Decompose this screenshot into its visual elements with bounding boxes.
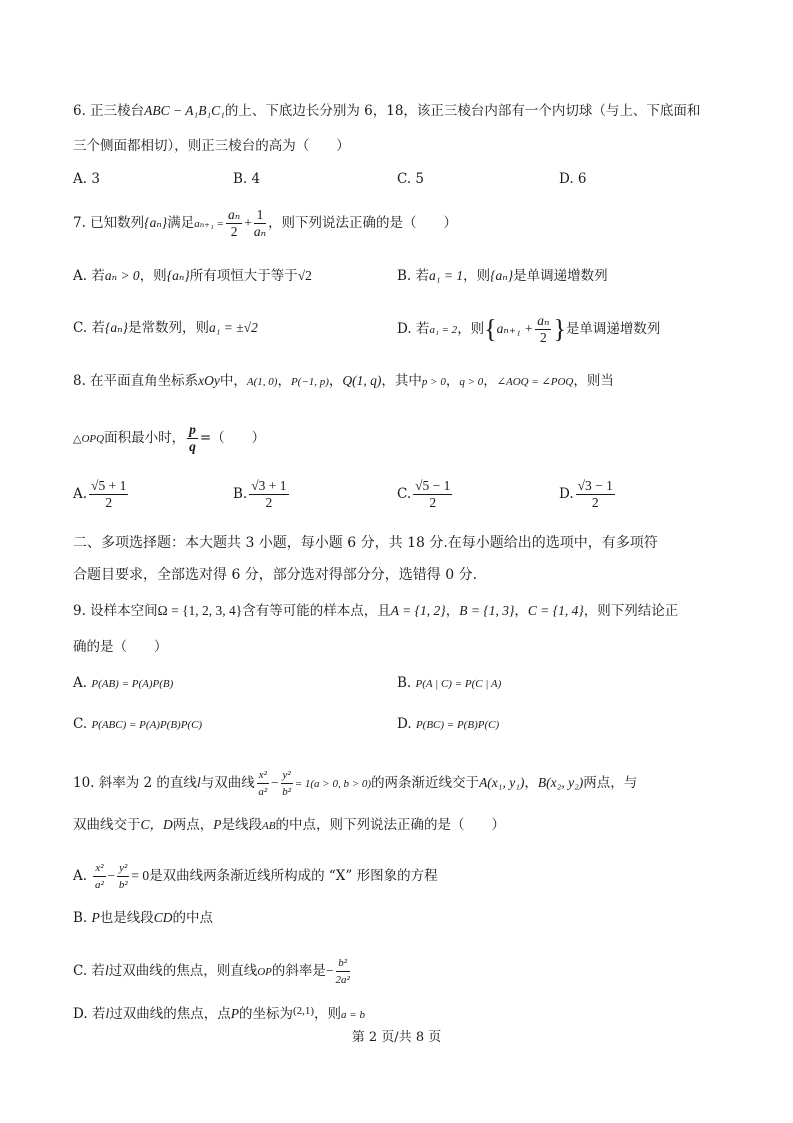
q7-text: ，则下列说法正确的是（ ） [268, 215, 458, 231]
q6-text: 三个侧面都相切），则正三棱台的高为（ ） [73, 138, 350, 154]
q7-stem [73, 207, 457, 240]
page-footer: 第 2 页/共 8 页 [351, 1030, 442, 1045]
q10-option-c: C. 若l过双曲线的焦点，则直线OP的斜率是− $\frac{\text{b²}}{\text{2a²}}$ [73, 957, 350, 986]
q7-text: 7. 已知数列 [73, 215, 145, 231]
q7-frac-1: $\frac{\text{aₙ}}{2}$ [227, 207, 241, 239]
q10-option-a: A. $\frac{\text{x²}}{\text{a²}}$ − $\frac{\text{y²}}{\text{b²}}$ = 0是双曲线两条渐近线所构成的 “X” 形图象的方程 [73, 862, 438, 891]
q6-option-a: A. 3 [73, 171, 100, 187]
q6-option-c: C. 5 [397, 171, 425, 187]
q7-option-d: D. 若a₁ = 2，则{aₙ₊₁ + $\frac{\text{aₙ}}{2}$ }是单调递增数列 [397, 313, 661, 345]
q6-option-d: D. 6 [559, 171, 587, 187]
q7-recurrence-lhs: aₙ₊₁ = [194, 218, 224, 230]
q10-option-b: B. P也是线段CD的中点 [73, 910, 214, 926]
q8-option-b: B. $\frac{√3 + 1}{2}$ [233, 478, 287, 510]
q9-option-a: A. P(AB) = P(A)P(B) [73, 675, 174, 691]
q9-option-c: C. P(ABC) = P(A)P(B)P(C) [73, 716, 203, 732]
section2-heading-line1: 二、多项选择题：本大题共 3 小题，每小题 6 分，共 18 分.在每小题给出的选项中，有多项符 [73, 535, 658, 551]
q8-option-d: D. $\frac{√3 - 1}{2}$ [559, 478, 613, 510]
q7-seq: {aₙ} [144, 215, 168, 230]
q8-option-c: C. $\frac{√5 - 1}{2}$ [397, 478, 451, 510]
q8-stem-line1: 8. 在平面直角坐标系xOy中，A(1, 0)，P(−1, p)，Q(1, q)，其中p > 0，q > 0，∠AOQ = ∠POQ，则当 [73, 373, 614, 389]
q6-text: 6. 正三棱台 [73, 103, 145, 119]
q8-option-a: A. $\frac{√5 + 1}{2}$ [73, 478, 127, 510]
q9-stem-line1: 9. 设样本空间Ω = {1, 2, 3, 4}含有等可能的样本点，且A = {1, 2}，B = {1, 3}，C = {1, 4}，则下列结论正 [73, 603, 679, 619]
q7-text: 满足 [167, 215, 195, 231]
q6-option-b: B. 4 [233, 171, 261, 187]
q10-stem-line1: 10. 斜率为 2 的直线l与双曲线 $\frac{\text{x²}}{\text{a²}}$ − $\frac{\text{y²}}{\text{b²}}$ = 1(a > 0, b > 0)的两条渐近线交于A(x₁, y₁)，B(x₂, y₂)两点，与 [73, 769, 638, 798]
q6-line2 [73, 136, 350, 156]
section2-heading-line2: 合题目要求，全部选对得 6 分，部分选对得部分分，选错得 0 分. [73, 567, 478, 583]
q6-frustum-name: ABC − A₁B₁C₁ [144, 103, 225, 118]
q9-stem-line2: 确的是（ ） [73, 639, 168, 655]
q6-text: 的上、下底边长分别为 6，18，该正三棱台内部有一个内切球（与上、下底面和 [224, 103, 701, 119]
q7-frac-2: $\frac{1}{\text{aₙ}}$ [253, 207, 267, 239]
q9-option-d: D. P(BC) = P(B)P(C) [397, 716, 500, 732]
q10-stem-line2: 双曲线交于C，D两点，P是线段AB的中点，则下列说法正确的是（ ） [73, 817, 505, 833]
q10-option-d: D. 若l过双曲线的焦点，点P的坐标为$^{(2,1)}$，则a = b [73, 1005, 365, 1022]
q7-plus: + [244, 215, 252, 230]
q9-option-b: B. P(A | C) = P(C | A) [397, 675, 502, 691]
q8-stem-line2: △OPQ面积最小时， $\frac{p}{q}$ =（ ） [73, 422, 266, 454]
q7-option-a: A. 若aₙ > 0，则{aₙ}所有项恒大于等于√2 [73, 268, 312, 284]
q7-option-b: B. 若a₁ = 1，则{aₙ}是单调递增数列 [397, 268, 608, 284]
q7-option-c: C. 若{aₙ}是常数列，则a₁ = ±√2 [73, 320, 258, 336]
q6-line1 [73, 101, 700, 121]
